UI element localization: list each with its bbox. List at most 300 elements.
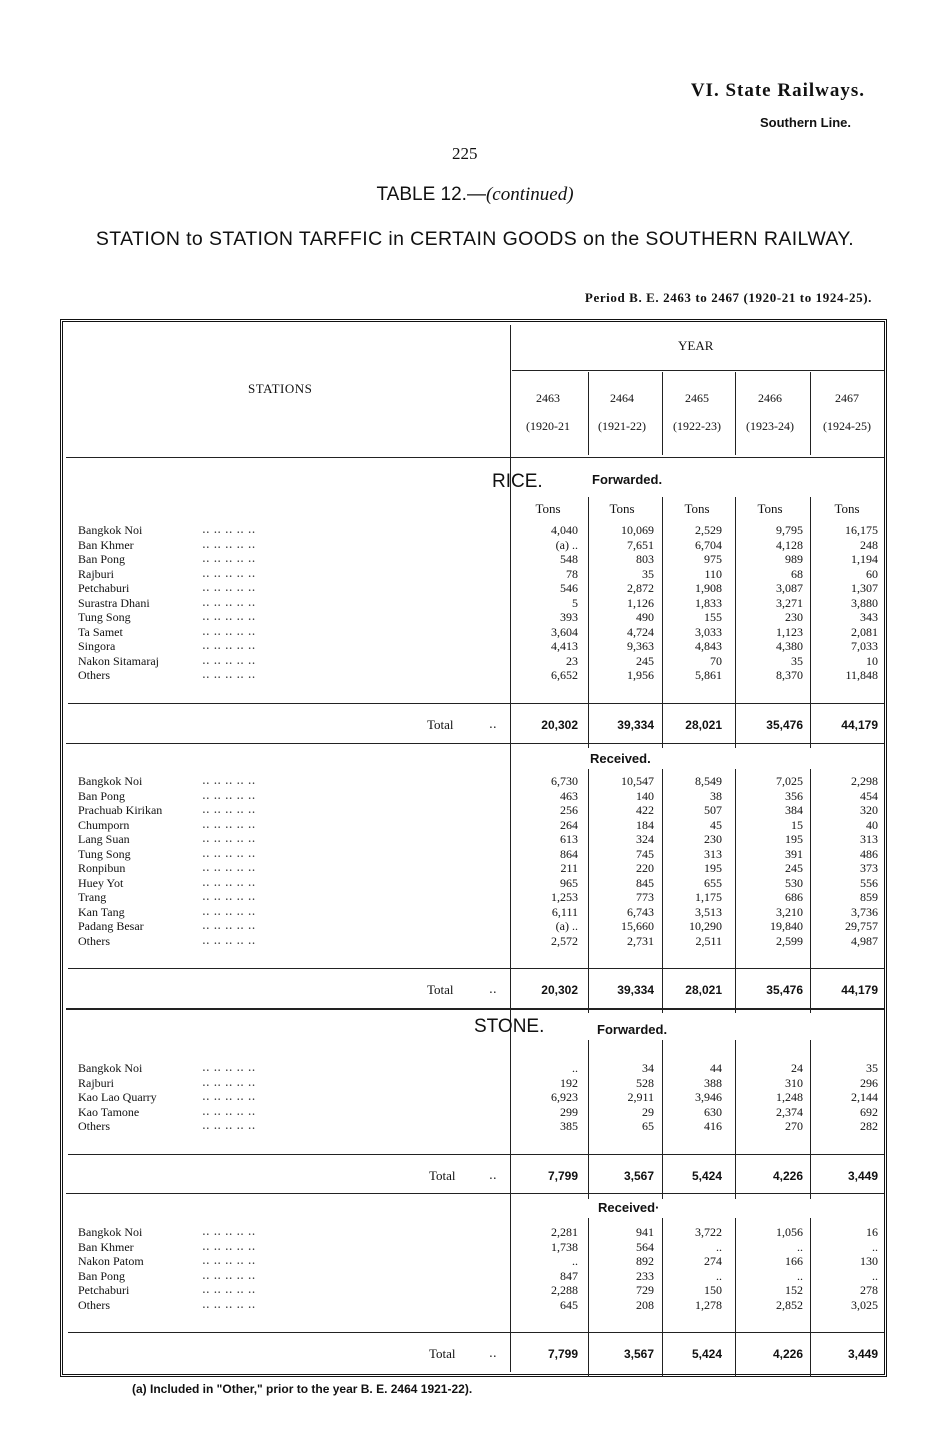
cell-value: 5,861 [695, 668, 722, 682]
stone-received-label: Received· [598, 1200, 660, 1215]
cell-value: 233 [636, 1268, 654, 1283]
cell-value: 15,660 [621, 919, 654, 933]
cell-value: 2,374 [776, 1104, 803, 1119]
cell-value: 393 [560, 610, 578, 624]
station-name: Nakon Sitamaraj [78, 653, 159, 668]
station-name: Ronpibun [78, 861, 126, 875]
cell-value: 1,056 [776, 1225, 803, 1239]
cell-value: .. [872, 1268, 878, 1283]
cell-value: 245 [636, 653, 654, 668]
station-name: Ban Pong [78, 552, 126, 566]
cell-value: 630 [704, 1104, 722, 1119]
total-value: 5,424 [691, 1168, 722, 1183]
cell-value: .. [797, 1268, 803, 1283]
cell-value: 2,081 [851, 624, 878, 639]
total-rule [68, 968, 884, 969]
cell-value: 208 [636, 1297, 654, 1312]
station-name: Others [78, 668, 110, 682]
leader-dots: .. .. .. .. .. [202, 1074, 256, 1089]
cell-value: 1,833 [695, 595, 722, 610]
cell-value: 45 [710, 817, 722, 832]
total-value: 4,226 [772, 1168, 803, 1183]
year-be-label: 2463 [536, 391, 560, 405]
cell-value: 546 [560, 581, 578, 595]
total-rule [68, 703, 884, 704]
total-label: Total [429, 1167, 456, 1183]
leader-dots: .. .. .. .. .. [202, 522, 256, 536]
total-value: 35,476 [766, 717, 803, 732]
leader-dots: .. .. .. .. .. [202, 845, 256, 860]
year-ce-label: (1921-22) [598, 419, 646, 433]
total-rule [68, 1332, 884, 1333]
cell-value: 140 [636, 788, 654, 803]
cell-value: 7,033 [851, 639, 878, 653]
section-separator [66, 1008, 884, 1010]
total-value: 20,302 [541, 983, 578, 997]
station-name: Ban Pong [78, 1268, 126, 1283]
section-divider [66, 1193, 884, 1194]
cell-value: 130 [860, 1254, 878, 1268]
leader-dots: .. .. .. .. .. [202, 623, 256, 638]
total-value: 39,334 [617, 983, 654, 997]
leader-dots: .. .. .. .. .. [202, 580, 256, 594]
cell-value: 2,288 [551, 1283, 578, 1297]
cell-value: 3,736 [851, 904, 878, 919]
leader-dots: .. .. .. .. .. [202, 1253, 256, 1267]
cell-value: 310 [785, 1075, 803, 1090]
data-column-divider [735, 769, 736, 1013]
cell-value: 40 [866, 817, 878, 832]
leader-dots: .. .. .. .. .. [202, 903, 256, 918]
cell-value: 256 [560, 803, 578, 817]
cell-value: 184 [636, 817, 654, 832]
rice-section-title: RICE. [492, 471, 543, 492]
cell-value: 2,298 [851, 774, 878, 788]
cell-value: 6,704 [695, 537, 722, 552]
total-value: 7,799 [547, 1347, 578, 1361]
total-value: 3,449 [847, 1168, 878, 1183]
total-value: 20,302 [541, 717, 578, 732]
cell-value: 278 [860, 1283, 878, 1297]
cell-value: 35 [791, 653, 803, 668]
year-ce-label: (1922-23) [673, 419, 721, 433]
cell-value: 270 [785, 1119, 803, 1133]
station-name: Chumporn [78, 817, 130, 832]
station-name: Ban Khmer [78, 1239, 134, 1254]
cell-value: 892 [636, 1254, 654, 1268]
cell-value: 729 [636, 1283, 654, 1297]
year-ce-label: (1920-21 [526, 419, 570, 433]
leader-dots: .. .. .. .. .. [202, 889, 256, 903]
station-name: Bangkok Noi [78, 523, 143, 537]
leader-dots: .. .. .. .. .. [202, 1282, 256, 1296]
cell-value: 35 [642, 566, 654, 581]
section-divider [66, 743, 884, 744]
cell-value: 965 [560, 875, 578, 890]
footnote: (a) Included in "Other," prior to the year B. E. 2464 1921-22). [132, 1382, 473, 1396]
cell-value: 1,278 [695, 1297, 722, 1312]
cell-value: 4,724 [627, 624, 654, 639]
cell-value: 5 [572, 595, 578, 610]
cell-value: 2,529 [695, 523, 722, 537]
station-name: Kao Lao Quarry [78, 1090, 157, 1104]
section-heading: VI. State Railways. [690, 80, 865, 101]
station-name: Petchaburi [78, 581, 130, 595]
cell-value: 859 [860, 890, 878, 904]
station-name: Ta Samet [78, 624, 123, 639]
station-name: Surastra Dhani [78, 595, 150, 610]
cell-value: 1,307 [851, 581, 878, 595]
cell-value: 8,549 [695, 774, 722, 788]
station-name: Lang Suan [78, 832, 130, 846]
cell-value: 4,040 [551, 523, 578, 537]
leader-dots: .. .. .. .. .. [202, 802, 256, 816]
cell-value: 10 [866, 653, 878, 668]
cell-value: 245 [785, 861, 803, 875]
cell-value: 1,194 [851, 552, 878, 566]
cell-value: 10,547 [621, 774, 654, 788]
cell-value: 274 [704, 1254, 722, 1268]
cell-value: 4,413 [551, 639, 578, 653]
header-bottom-rule [66, 457, 884, 458]
cell-value: 9,795 [776, 523, 803, 537]
cell-value: 3,946 [695, 1090, 722, 1104]
cell-value: 2,599 [776, 933, 803, 948]
stations-header: STATIONS [248, 381, 313, 396]
cell-value: 324 [636, 832, 654, 846]
station-name: Others [78, 1297, 110, 1312]
cell-value: 373 [860, 861, 878, 875]
cell-value: 166 [785, 1254, 803, 1268]
cell-value: 264 [560, 817, 578, 832]
unit-label: Tons [535, 501, 561, 516]
table-caption [0, 183, 950, 206]
station-name: Prachuab Kirikan [78, 803, 163, 817]
cell-value: 3,271 [776, 595, 803, 610]
leader-dots: .. .. .. .. .. [202, 1103, 256, 1118]
cell-value: 528 [636, 1075, 654, 1090]
leader-dots: .. [489, 1167, 497, 1182]
leader-dots: .. [489, 1346, 497, 1360]
cell-value: 9,363 [627, 639, 654, 653]
cell-value: 11,848 [845, 668, 878, 682]
leader-dots: .. .. .. .. .. [202, 1296, 256, 1311]
leader-dots: .. [489, 982, 497, 996]
data-column-divider [588, 497, 589, 748]
year-be-label: 2464 [610, 391, 634, 405]
cell-value: 8,370 [776, 668, 803, 682]
total-value: 28,021 [685, 983, 722, 997]
total-value: 3,567 [623, 1168, 654, 1183]
cell-value: 23 [566, 653, 578, 668]
cell-value: 78 [566, 566, 578, 581]
station-name: Petchaburi [78, 1283, 130, 1297]
period-label: Period B. E. 2463 to 2467 (1920-21 to 1924-25). [584, 290, 872, 305]
leader-dots: .. .. .. .. .. [202, 831, 256, 845]
unit-label: Tons [757, 501, 783, 516]
cell-value: 6,111 [551, 904, 578, 919]
cell-value: 3,033 [695, 624, 722, 639]
cell-value: 3,513 [695, 904, 722, 919]
leader-dots: .. .. .. .. .. [202, 874, 256, 889]
cell-value: 1,253 [551, 890, 578, 904]
station-name: Rajburi [78, 566, 114, 581]
cell-value: 692 [860, 1104, 878, 1119]
station-name: Bangkok Noi [78, 1061, 143, 1075]
year-column-divider [588, 372, 589, 455]
cell-value: 3,880 [851, 595, 878, 610]
cell-value: .. [572, 1254, 578, 1268]
total-value: 39,334 [617, 717, 654, 732]
station-name: Others [78, 933, 110, 948]
cell-value: 16 [866, 1225, 878, 1239]
table-caption-label: TABLE 12.— [376, 184, 486, 205]
year-be-label: 2467 [835, 391, 859, 405]
unit-label: Tons [609, 501, 635, 516]
cell-value: 313 [704, 846, 722, 861]
cell-value: 7,025 [776, 774, 803, 788]
rice-forwarded-label: Forwarded. [592, 472, 663, 487]
cell-value: 1,126 [627, 595, 654, 610]
leader-dots: .. .. .. .. .. [202, 1089, 256, 1103]
leader-dots: .. .. .. .. .. [202, 1238, 256, 1253]
unit-label: Tons [834, 501, 860, 516]
data-column-divider [735, 497, 736, 748]
leader-dots: .. .. .. .. .. [202, 816, 256, 831]
leader-dots: .. .. .. .. .. [202, 860, 256, 874]
cell-value: 4,380 [776, 639, 803, 653]
year-column-divider [662, 372, 663, 455]
cell-value: 110 [704, 566, 722, 581]
cell-value: 299 [560, 1104, 578, 1119]
total-value: 44,179 [841, 983, 878, 997]
cell-value: 313 [860, 832, 878, 846]
cell-value: .. [797, 1239, 803, 1254]
leader-dots: .. .. .. .. .. [202, 667, 256, 681]
cell-value: 2,572 [551, 933, 578, 948]
total-value: 3,567 [623, 1347, 654, 1361]
station-name: Ban Khmer [78, 537, 134, 552]
cell-value: 490 [636, 610, 654, 624]
cell-value: .. [716, 1268, 722, 1283]
cell-value: .. [716, 1239, 722, 1254]
leader-dots: .. .. .. .. .. [202, 1060, 256, 1074]
leader-dots: .. .. .. .. .. [202, 918, 256, 932]
station-name: Tung Song [78, 846, 131, 861]
cell-value: 195 [785, 832, 803, 846]
cell-value: 16,175 [845, 523, 878, 537]
cell-value: 2,852 [776, 1297, 803, 1312]
cell-value: 773 [636, 890, 654, 904]
total-value: 7,799 [547, 1168, 578, 1183]
cell-value: 220 [636, 861, 654, 875]
year-column-divider [735, 372, 736, 455]
total-value: 44,179 [841, 717, 878, 732]
station-name: Huey Yot [78, 875, 124, 890]
cell-value: 3,604 [551, 624, 578, 639]
cell-value: 1,248 [776, 1090, 803, 1104]
leader-dots: .. [489, 716, 497, 731]
cell-value: 155 [704, 610, 722, 624]
cell-value: 10,069 [621, 523, 654, 537]
leader-dots: .. .. .. .. .. [202, 565, 256, 580]
cell-value: 248 [860, 537, 878, 552]
cell-value: 29 [642, 1104, 654, 1119]
cell-value: 38 [710, 788, 722, 803]
cell-value: 6,743 [627, 904, 654, 919]
page-number: 225 [452, 144, 478, 163]
cell-value: 486 [860, 846, 878, 861]
leader-dots: .. .. .. .. .. [202, 932, 256, 947]
station-name: Trang [78, 890, 107, 904]
stone-forwarded-label: Forwarded. [597, 1022, 668, 1037]
cell-value: 1,123 [776, 624, 803, 639]
cell-value: 845 [636, 875, 654, 890]
cell-value: 35 [866, 1061, 878, 1075]
cell-value: 2,281 [551, 1225, 578, 1239]
cell-value: 282 [860, 1119, 878, 1133]
cell-value: 152 [785, 1283, 803, 1297]
data-column-divider [810, 497, 811, 748]
station-name: Kao Tamone [78, 1104, 140, 1119]
stone-section-title: STONE. [474, 1016, 545, 1037]
cell-value: 192 [560, 1075, 578, 1090]
cell-value: 556 [860, 875, 878, 890]
leader-dots: .. .. .. .. .. [202, 787, 256, 802]
year-column-divider [810, 372, 811, 455]
station-name: Bangkok Noi [78, 774, 143, 788]
leader-dots: .. .. .. .. .. [202, 1224, 256, 1238]
cell-value: 686 [785, 890, 803, 904]
cell-value: 1,175 [695, 890, 722, 904]
station-name: Rajburi [78, 1075, 114, 1090]
cell-value: 2,731 [627, 933, 654, 948]
cell-value: 4,128 [776, 537, 803, 552]
cell-value: 4,987 [851, 933, 878, 948]
cell-value: 645 [560, 1297, 578, 1312]
cell-value: 6,730 [551, 774, 578, 788]
rice-received-label: Received. [590, 751, 651, 766]
table-caption-continued: (continued) [485, 184, 574, 205]
cell-value: 463 [560, 788, 578, 803]
cell-value: 343 [860, 610, 878, 624]
year-ce-label: (1924-25) [823, 419, 871, 433]
cell-value: 230 [785, 610, 803, 624]
cell-value: 975 [704, 552, 722, 566]
station-name: Kan Tang [78, 904, 125, 919]
cell-value: 3,025 [851, 1297, 878, 1312]
page-title: STATION to STATION TARFFIC in CERTAIN GOODS on the SOUTHERN RAILWAY. [95, 228, 855, 250]
cell-value: 3,210 [776, 904, 803, 919]
leader-dots: .. .. .. .. .. [202, 551, 256, 565]
cell-value: 19,840 [770, 919, 803, 933]
cell-value: 655 [704, 875, 722, 890]
station-name: Others [78, 1119, 110, 1133]
leader-dots: .. .. .. .. .. [202, 773, 256, 787]
cell-value: 3,087 [776, 581, 803, 595]
cell-value: 7,651 [627, 537, 654, 552]
cell-value: 803 [636, 552, 654, 566]
cell-value: 2,911 [627, 1090, 654, 1104]
cell-value: 230 [704, 832, 722, 846]
cell-value: 3,722 [695, 1225, 722, 1239]
cell-value: 65 [642, 1119, 654, 1133]
cell-value: (a) .. [555, 919, 578, 933]
data-column-divider [662, 769, 663, 1013]
unit-label: Tons [684, 501, 710, 516]
leader-dots: .. .. .. .. .. [202, 594, 256, 609]
cell-value: 6,923 [551, 1090, 578, 1104]
cell-value: 70 [710, 653, 722, 668]
data-column-divider [588, 769, 589, 1013]
data-column-divider [662, 497, 663, 748]
cell-value: 989 [785, 552, 803, 566]
total-value: 28,021 [685, 717, 722, 732]
station-name: Singora [78, 639, 116, 653]
total-value: 4,226 [772, 1347, 803, 1361]
year-header: YEAR [678, 338, 714, 353]
cell-value: 356 [785, 788, 803, 803]
station-name: Nakon Patom [78, 1254, 144, 1268]
leader-dots: .. .. .. .. .. [202, 652, 256, 667]
line-heading: Southern Line. [760, 115, 851, 130]
cell-value: 416 [704, 1119, 722, 1133]
cell-value: (a) .. [555, 537, 578, 552]
leader-dots: .. .. .. .. .. [202, 1267, 256, 1282]
cell-value: 548 [560, 552, 578, 566]
total-label: Total [429, 1346, 456, 1361]
cell-value: 530 [785, 875, 803, 890]
cell-value: 613 [560, 832, 578, 846]
cell-value: .. [572, 1061, 578, 1075]
cell-value: 2,144 [851, 1090, 878, 1104]
cell-value: 320 [860, 803, 878, 817]
cell-value: 422 [636, 803, 654, 817]
cell-value: 15 [791, 817, 803, 832]
cell-value: 10,290 [689, 919, 722, 933]
cell-value: 454 [860, 788, 878, 803]
cell-value: 6,652 [551, 668, 578, 682]
total-rule [68, 1154, 884, 1155]
cell-value: 864 [560, 846, 578, 861]
cell-value: 847 [560, 1268, 578, 1283]
cell-value: .. [872, 1239, 878, 1254]
year-be-label: 2466 [758, 391, 782, 405]
leader-dots: .. .. .. .. .. [202, 1118, 256, 1132]
cell-value: 564 [636, 1239, 654, 1254]
year-be-label: 2465 [685, 391, 709, 405]
cell-value: 211 [560, 861, 578, 875]
cell-value: 388 [704, 1075, 722, 1090]
cell-value: 384 [785, 803, 803, 817]
total-value: 35,476 [766, 983, 803, 997]
total-label: Total [427, 982, 454, 997]
cell-value: 1,738 [551, 1239, 578, 1254]
cell-value: 24 [791, 1061, 803, 1075]
cell-value: 44 [710, 1061, 722, 1075]
cell-value: 385 [560, 1119, 578, 1133]
total-value: 3,449 [847, 1347, 878, 1361]
cell-value: 296 [860, 1075, 878, 1090]
cell-value: 4,843 [695, 639, 722, 653]
cell-value: 941 [636, 1225, 654, 1239]
cell-value: 507 [704, 803, 722, 817]
cell-value: 2,511 [695, 933, 722, 948]
data-column-divider [810, 769, 811, 1013]
cell-value: 150 [704, 1283, 722, 1297]
year-ce-label: (1923-24) [746, 419, 794, 433]
cell-value: 391 [785, 846, 803, 861]
